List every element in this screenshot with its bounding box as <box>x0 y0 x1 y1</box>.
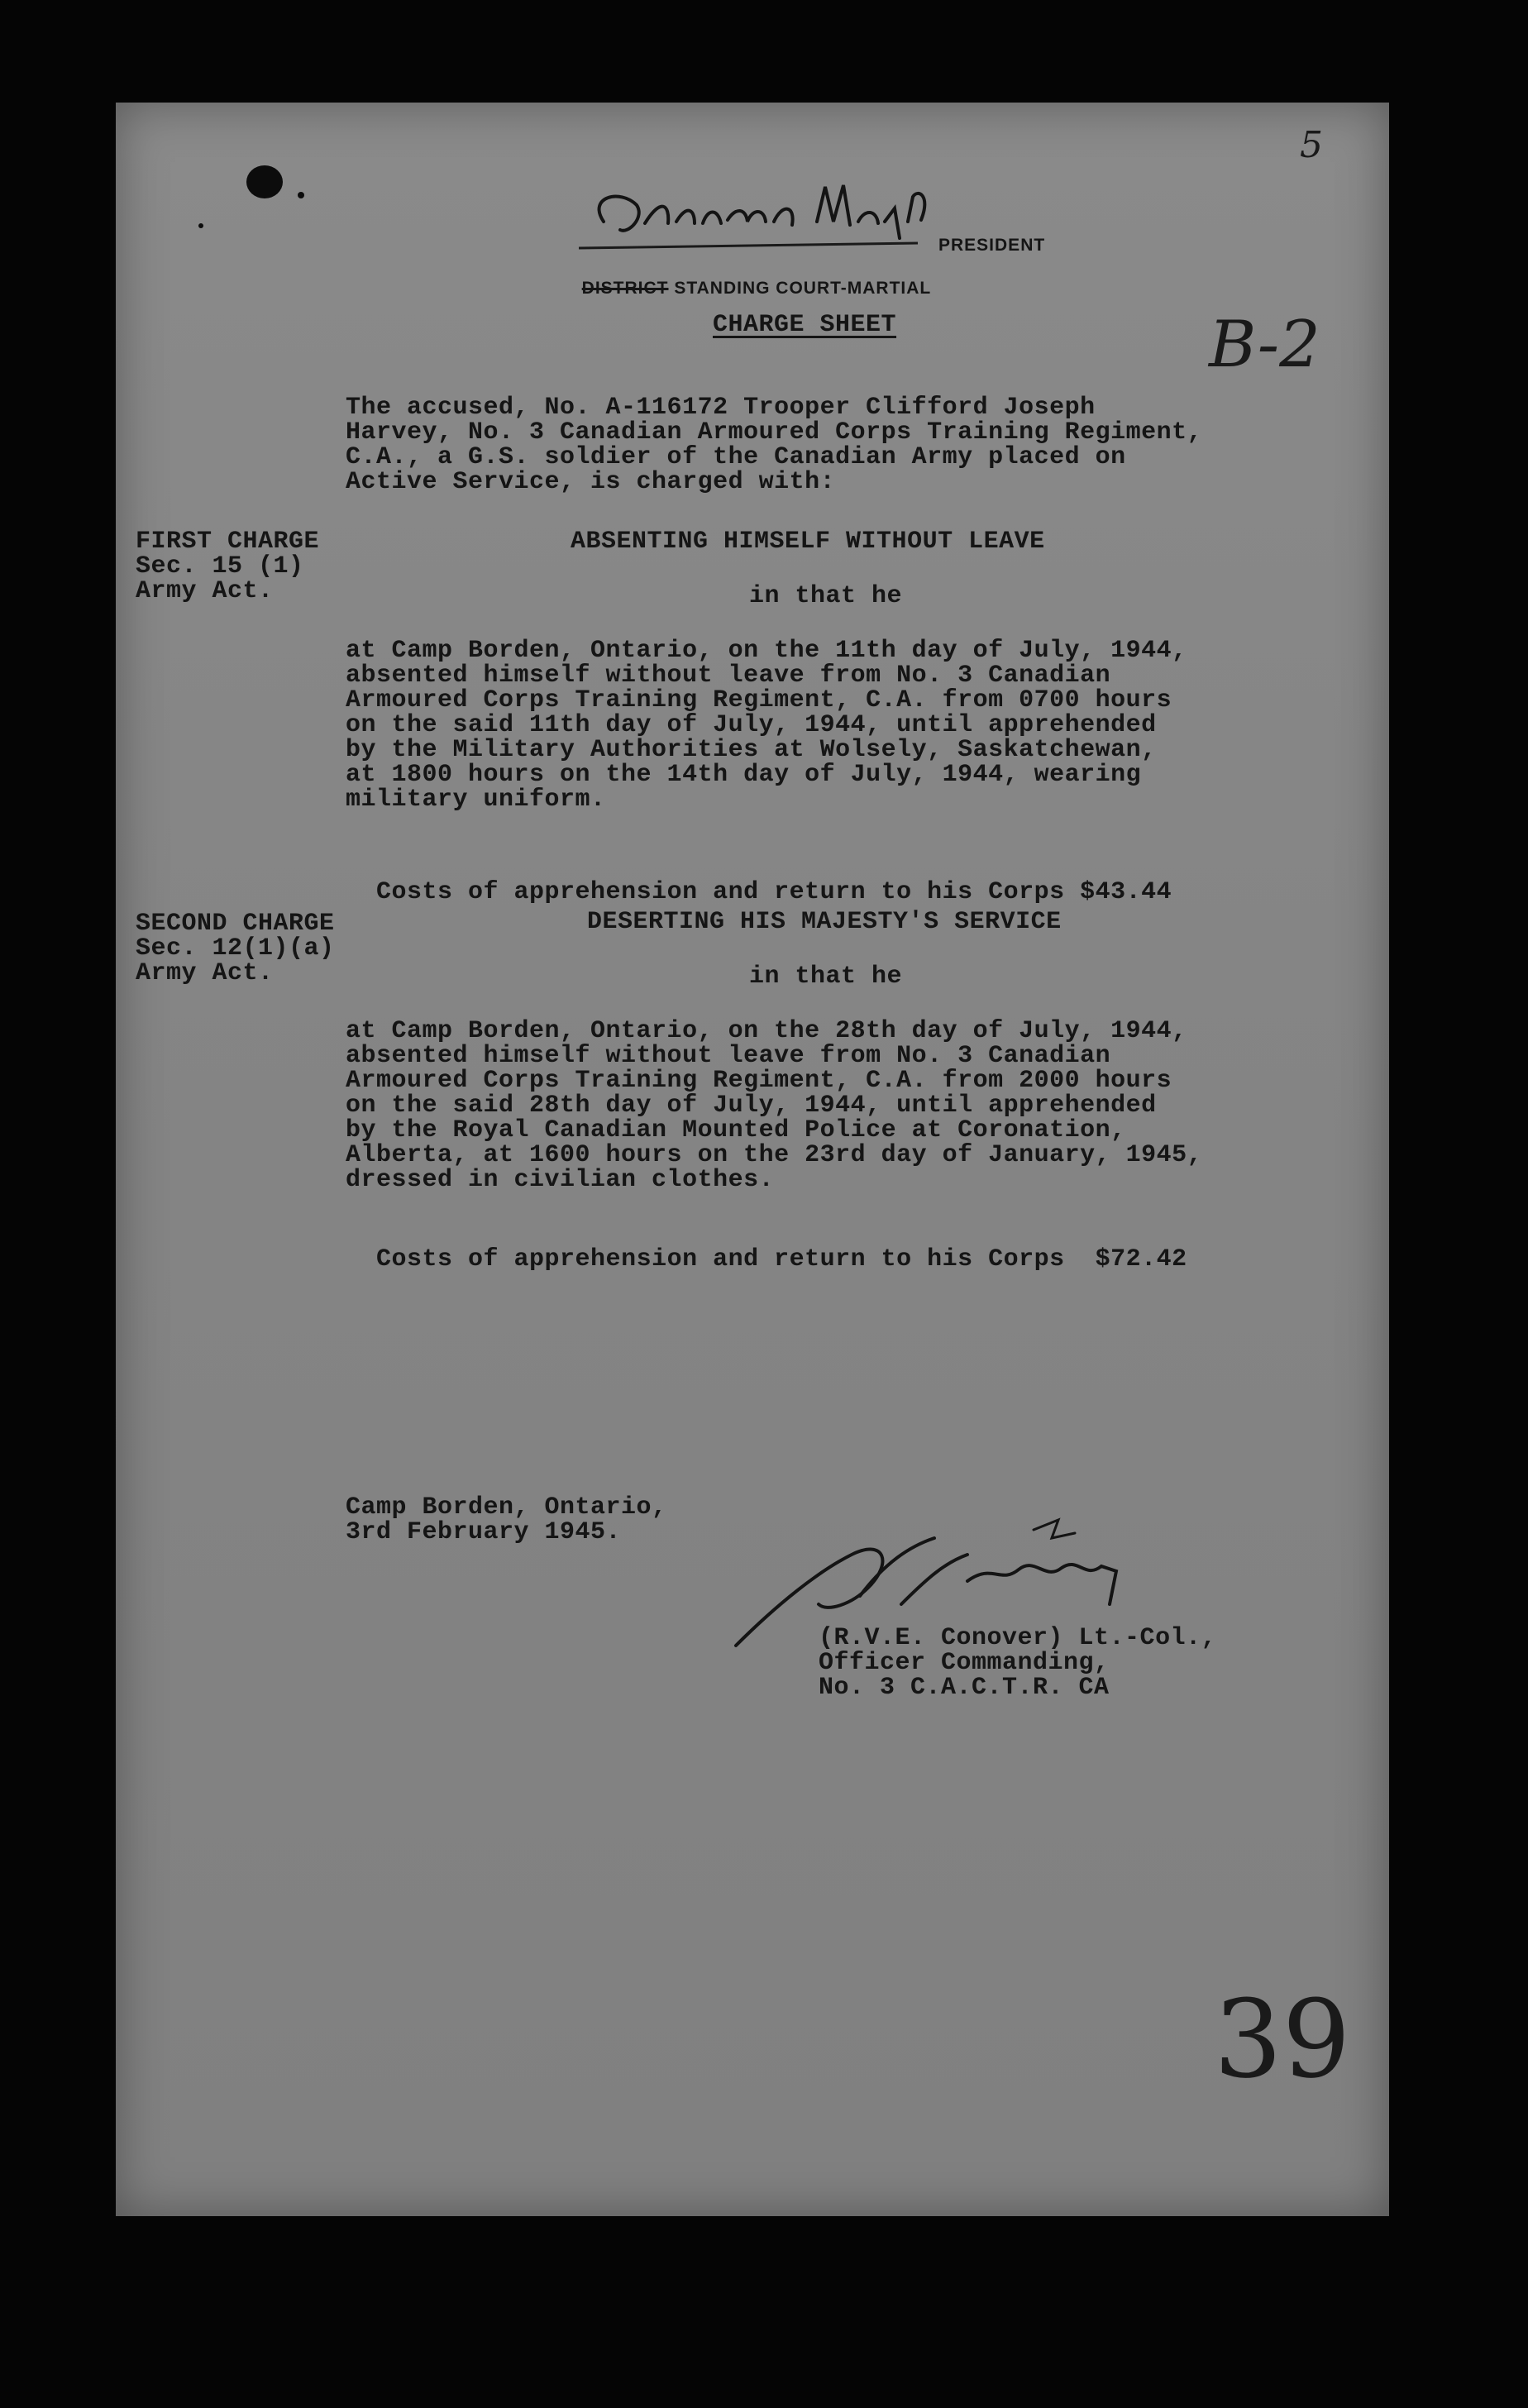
first-charge-in-that: in that he <box>749 582 903 610</box>
president-label: PRESIDENT <box>938 236 1046 255</box>
costs-label: Costs of apprehension and return to his Corps <box>376 1245 1065 1273</box>
charge-body-line: Armoured Corps Training Regiment, C.A. from 2000 hours <box>346 1067 1172 1095</box>
court-struck-word: DISTRICT <box>581 279 669 298</box>
charge-body-line: dressed in civilian clothes. <box>346 1166 775 1194</box>
signatory-name: (R.V.E. Conover) Lt.-Col., <box>819 1624 1217 1652</box>
second-charge-costs <box>346 1222 1187 1272</box>
intro-paragraph <box>346 395 1202 494</box>
charge-body-line: absented himself without leave from No. 3 Canadian <box>346 662 1111 690</box>
intro-line: C.A., a G.S. soldier of the Canadian Army placed on <box>346 443 1126 471</box>
court-name: STANDING COURT-MARTIAL <box>674 279 932 298</box>
charge-body-line: on the said 28th day of July, 1944, until apprehended <box>346 1092 1157 1120</box>
folio-number: 39 <box>1214 1976 1351 2102</box>
second-charge-act: Army Act. <box>136 959 274 987</box>
charge-body-line: Armoured Corps Training Regiment, C.A. from 0700 hours <box>346 686 1172 714</box>
intro-line: Active Service, is charged with: <box>346 468 836 496</box>
second-charge-in-that: in that he <box>749 963 903 991</box>
reference-number: B-2 <box>1209 308 1320 382</box>
ink-speck <box>298 192 304 198</box>
charge-body-line: at 1800 hours on the 14th day of July, 1944, wearing <box>346 761 1142 789</box>
page-number: 5 <box>1300 124 1323 166</box>
costs-label: Costs of apprehension and return to his Corps <box>376 878 1065 906</box>
first-charge-label: FIRST CHARGE <box>136 528 320 556</box>
ink-blot <box>246 165 283 198</box>
ink-speck <box>198 223 203 228</box>
charge-body-line: Alberta, at 1600 hours on the 23rd day of January, 1945, <box>346 1141 1203 1169</box>
second-charge-label: SECOND CHARGE <box>136 910 335 938</box>
first-charge-section: Sec. 15 (1) <box>136 552 304 580</box>
intro-line: Harvey, No. 3 Canadian Armoured Corps Training Regiment, <box>346 418 1203 447</box>
charge-body-line: at Camp Borden, Ontario, on the 11th day of July, 1944, <box>346 637 1187 665</box>
costs-amount: $72.42 <box>1095 1245 1187 1273</box>
court-title <box>571 251 931 301</box>
first-charge-act: Army Act. <box>136 577 274 605</box>
charge-body-line: by the Military Authorities at Wolsely, Saskatchewan, <box>346 736 1157 764</box>
second-charge-margin <box>136 911 335 986</box>
second-charge-section: Sec. 12(1)(a) <box>136 934 335 963</box>
signatory-block <box>819 1626 1216 1700</box>
intro-line: The accused, No. A-116172 Trooper Clifford Joseph <box>346 394 1096 422</box>
place-date <box>346 1495 667 1545</box>
charge-body-line: by the Royal Canadian Mounted Police at Coronation, <box>346 1116 1126 1144</box>
signatory-unit: No. 3 C.A.C.T.R. CA <box>819 1674 1110 1702</box>
second-charge-heading: DESERTING HIS MAJESTY'S SERVICE <box>587 908 1062 936</box>
charge-body-line: at Camp Borden, Ontario, on the 28th day of July, 1944, <box>346 1017 1187 1045</box>
charge-body-line: military uniform. <box>346 786 606 814</box>
first-charge-costs <box>346 855 1172 905</box>
first-charge-heading: ABSENTING HIMSELF WITHOUT LEAVE <box>571 528 1045 556</box>
second-charge-body <box>346 1019 1202 1192</box>
costs-amount: $43.44 <box>1080 878 1172 906</box>
charge-body-line: absented himself without leave from No. 3 Canadian <box>346 1042 1111 1070</box>
date-line: 3rd February 1945. <box>346 1518 622 1546</box>
first-charge-body <box>346 638 1187 812</box>
president-signature <box>571 172 934 255</box>
place-line: Camp Borden, Ontario, <box>346 1493 667 1522</box>
first-charge-margin <box>136 529 319 604</box>
document-title: CHARGE SHEET <box>713 311 897 339</box>
signatory-title: Officer Commanding, <box>819 1649 1110 1677</box>
charge-body-line: on the said 11th day of July, 1944, until apprehended <box>346 711 1157 739</box>
